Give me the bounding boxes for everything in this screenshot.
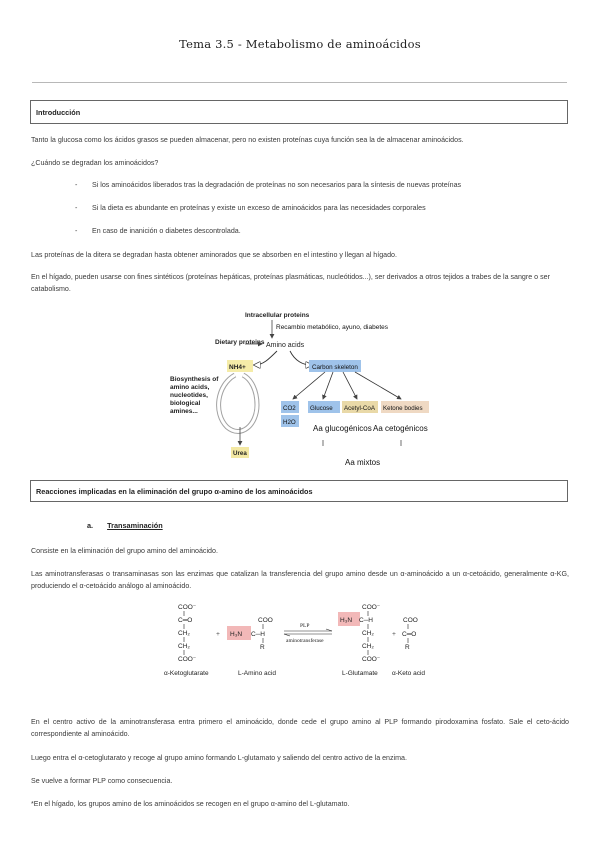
arrow [255, 351, 277, 365]
biosynthesis-label: Biosynthesis of amino acids, nucleotides, biological amines... [170, 376, 219, 415]
svg-text:COO⁻: COO⁻ [362, 656, 381, 663]
l-amino-acid-caption: L-Amino acid [238, 670, 276, 677]
svg-text:C─H: C─H [251, 631, 265, 638]
paragraph: Se vuelve a formar PLP como consecuencia. [31, 777, 173, 785]
nh4-label: NH4+ [229, 364, 246, 371]
svg-text:CH₂: CH₂ [362, 643, 374, 650]
title-divider [32, 82, 567, 83]
dietary-label: Dietary proteins [215, 339, 265, 346]
aa-glucogenicos-label: Aa glucogénicos [313, 424, 372, 433]
svg-text:COO⁻: COO⁻ [362, 604, 381, 611]
svg-text:H₃N: H₃N [230, 631, 243, 638]
paragraph: Las proteínas de la ditera se degradan hasta obtener aminorados que se absorben en el intestino y llegan al hígado. [31, 251, 397, 259]
aa-cetogenicos-label: Aa cetogénicos [373, 424, 428, 433]
section-introduccion [30, 100, 568, 124]
svg-text:H₃N: H₃N [340, 617, 353, 624]
arrow [323, 372, 333, 399]
amino-acid-catabolism-diagram [165, 305, 525, 475]
arrow [293, 372, 325, 399]
arrow [290, 351, 311, 365]
plus-sign: + [392, 630, 396, 638]
alpha-keto-acid-structure [392, 617, 425, 677]
svg-text:COO: COO [403, 617, 418, 624]
acetyl-coa-label: Acetyl-CoA [344, 405, 375, 412]
l-glutamate-caption: L-Glutamate [342, 670, 378, 677]
plp-label: PLP [300, 623, 310, 629]
alpha-ketoglutarate-structure [164, 604, 209, 677]
carbon-skeleton-label: Carbon skeleton [312, 364, 358, 371]
paragraph: Tanto la glucosa como los ácidos grasos se pueden almacenar, pero no existen proteínas cuya función sea la de almacenar aminoácidos. [31, 136, 464, 144]
plus-sign: + [216, 630, 220, 638]
svg-text:R: R [260, 644, 265, 651]
paragraph: En el centro activo de la aminotransferasa entra primero el aminoácido, donde cede el grupo amino al PLP formando pirodoxamina fosfato. Sale el ceto-ácido correspondiente al aminoácido. [31, 718, 569, 739]
intracellular-label: Intracellular proteins [245, 312, 310, 319]
ketone-bodies-label: Ketone bodies [383, 405, 423, 412]
svg-text:C═O: C═O [402, 631, 417, 638]
aa-mixtos-label: Aa mixtos [345, 458, 381, 467]
svg-text:COO⁻: COO⁻ [178, 604, 197, 611]
paragraph: En el hígado, pueden usarse con fines sintéticos (proteínas hepáticas, proteínas plasmáticas, nucleótidos...), ser derivados a otros tejidos a trabes de la sangre o ser catabolismo. [31, 273, 550, 294]
svg-text:C─H: C─H [359, 617, 373, 624]
urea-cycle-loop-inner [219, 375, 257, 431]
svg-text:R: R [405, 644, 410, 651]
akg-caption: α-Ketoglutarate [164, 670, 209, 677]
paragraph: *En el hígado, los grupos amino de los aminoácidos se recogen en el grupo α-amino del L-glutamato. [31, 800, 350, 808]
paragraph: Las aminotransferasas o transaminasas son las enzimas que catalizan la transferencia del grupo amino desde un α-aminoácido a un α-cetoácido, generalmente α-KG, produciendo el α-cetoácido análogo al aminoácido. [31, 570, 569, 591]
svg-text:C═O: C═O [178, 617, 193, 624]
annotation-recambio: Recambio metabólico, ayuno, diabetes [276, 324, 389, 331]
svg-text:COO⁻: COO⁻ [178, 656, 197, 663]
svg-text:CH₂: CH₂ [178, 643, 190, 650]
h2o-label: H2O [283, 419, 296, 426]
subheading-transaminacion: a. Transaminación [87, 521, 163, 530]
transamination-reaction-diagram [160, 600, 450, 682]
arrow [343, 372, 357, 399]
page-title: Tema 3.5 - Metabolismo de aminoácidos [179, 37, 421, 51]
svg-text:CH₂: CH₂ [178, 630, 190, 637]
section-heading: Introducción [36, 107, 81, 117]
co2-label: CO2 [283, 405, 296, 412]
section-reacciones [30, 480, 568, 502]
urea-label: Urea [233, 450, 247, 457]
arrow [355, 372, 401, 399]
alpha-keto-acid-caption: α-Keto acid [392, 670, 426, 677]
amino-acids-label: Amino acids [266, 342, 305, 349]
enzyme-label: aminotransferase [286, 638, 324, 644]
paragraph: Consiste en la eliminación del grupo amino del aminoácido. [31, 547, 218, 555]
paragraph: ¿Cuándo se degradan los aminoácidos? [31, 159, 159, 167]
paragraph: Luego entra el α-cetoglutarato y recoge al grupo amino formando L-glutamato y saliendo del centro activo de la enzima. [31, 754, 407, 762]
svg-text:CH₂: CH₂ [362, 630, 374, 637]
glucose-label: Glucose [310, 405, 333, 412]
svg-text:COO: COO [258, 617, 273, 624]
section-heading: Reacciones implicadas en la eliminación del grupo α-amino de los aminoácidos [36, 486, 313, 496]
